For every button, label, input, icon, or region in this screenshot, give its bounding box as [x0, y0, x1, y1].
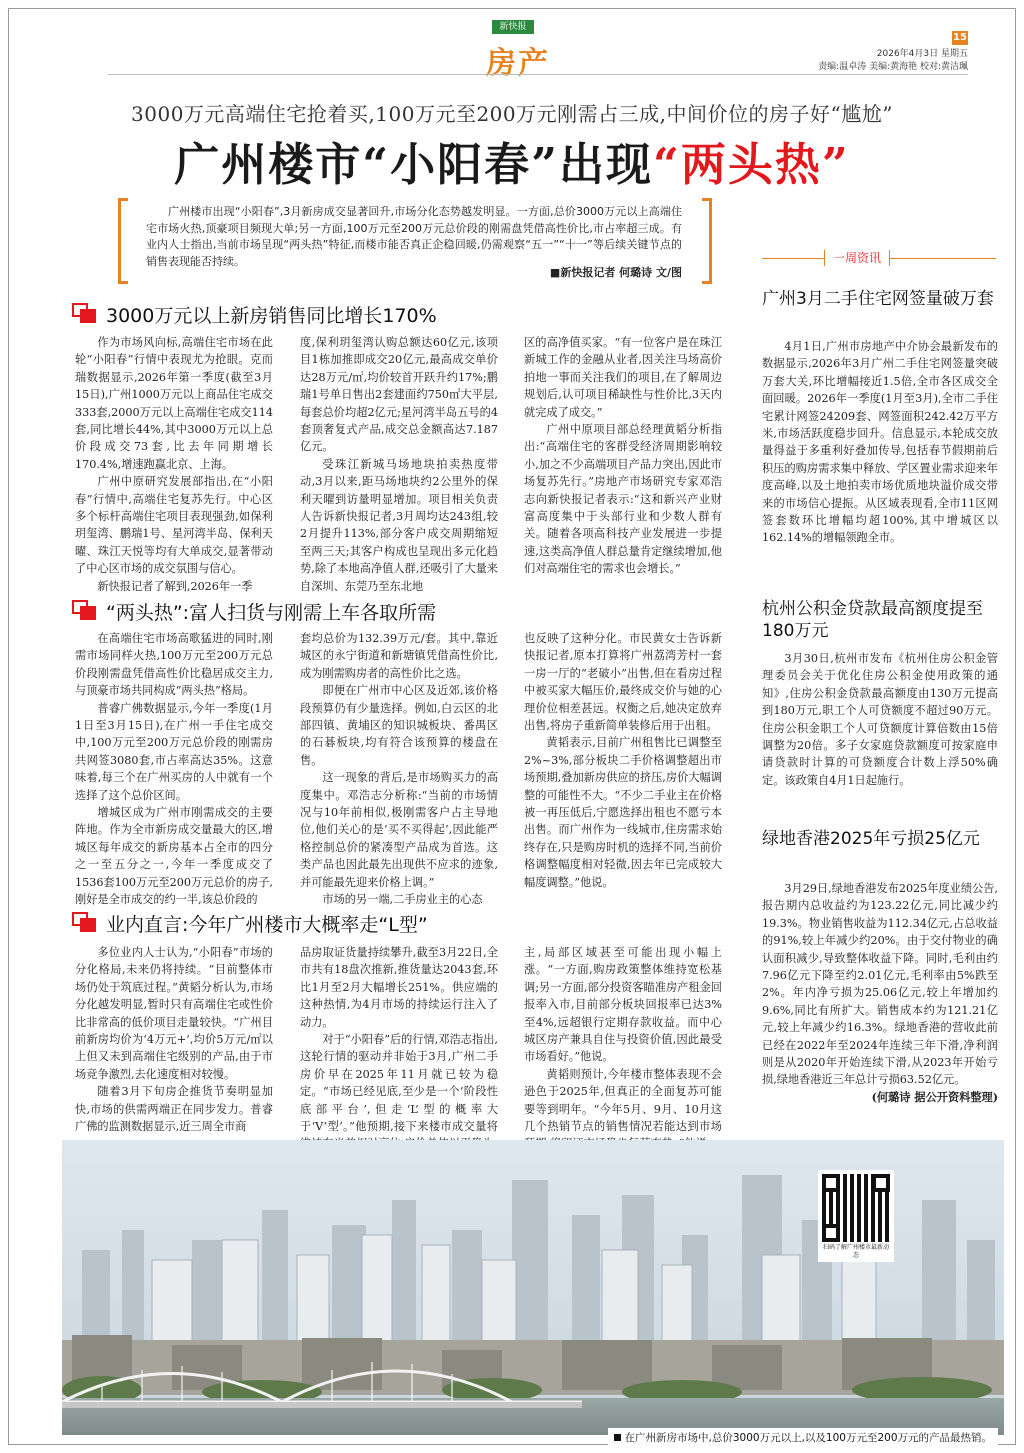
page-number: 15 — [953, 32, 967, 43]
sidebar-label — [762, 250, 996, 266]
sidebar-credit: (何璐诗 据公开资料整理) — [871, 1089, 998, 1104]
lead-bracket-right — [702, 198, 712, 284]
paragraph: 3月30日,杭州市发布《杭州住房公积金管理委员会关于优化住房公积金使用政策的通知》,住房公积金贷款最高额度由130万元提高到180万元,职工个人可贷额度不超过90万元。住房公积金职工个人可贷额度计算倍数由15倍调整为20倍。多子女家庭贷款额度可按家庭申请贷款时计算的可贷额度合计数上浮50%确定。该政策自4月1日起施行。 — [762, 652, 998, 787]
sidebar-item-1-title: 广州3月二手住宅网签量破万套 — [762, 289, 994, 309]
article-headline — [0, 128, 1024, 193]
sidebar-item-1-body — [762, 338, 998, 584]
paragraph: 在高端住宅市场高歌猛进的同时,刚需市场同样火热,100万元至200万元总价段刚需盘凭借高性价比稳居成交主力,与顶豪市场共同构成“两头热”格局。 — [75, 632, 273, 698]
section-heading-1 — [72, 301, 437, 327]
sidebar-item-2-body — [762, 650, 998, 814]
section-2-column-3 — [524, 630, 722, 894]
paragraph: 增城区成为广州市刚需成交的主要阵地。作为全市新房成交量最大的区,增城区每年成交的新房基本占全市的四分之一至五分之一,今年一季度成交了1536套100万元至200万元总价的房子,刚好是全市成交的约一半,该总价段的 — [75, 806, 273, 907]
section-3-column-2 — [300, 944, 498, 1140]
issue-date: 2026年4月3日 星期五 — [876, 49, 968, 59]
paragraph: 广州中原研究发展部指出,在“小阳春”行情中,高端住宅复苏先行。中心区多个标杆高端住宅项目表现强劲,如保利玥玺湾、鹏瑞1号、星河湾半岛、保利天曜、珠江天悦等均有大单成交,显著带动了中心区市场的成交氛围与信心。 — [75, 475, 273, 576]
paragraph: 也反映了这种分化。市民黄女士告诉新快报记者,原本打算将广州荔湾芳村一套一房一厅的“老破小”出售,但在看房过程中被买家大幅压价,最终成交价与她的心理价位相差甚远。权衡之后,她决定放弃出售,将房子重新简单装修后用于出租。 — [524, 632, 722, 733]
byline: ■新快报记者 何璐诗 文/图 — [549, 266, 682, 279]
paragraph: 即便在广州市中心区及近郊,该价格段预算仍有少量选择。例如,白云区的北部四镇、黄埔区的知识城板块、番禺区的石碁板块,均有符合该预算的楼盘在售。 — [300, 684, 498, 767]
paragraph: 受珠江新城马场地块拍卖热度带动,3月以来,距马场地块约2公里外的保利天曜到访量明显增加。项目相关负责人告诉新快报记者,3月周均达243组,较2月提升113%,部分客户成交周期缩短至两三天;其客户构成也呈现出多元化趋势,除了本地高净值人群,还吸引了大量来自深圳、东莞乃至东北地 — [300, 457, 498, 593]
paragraph: 新快报记者了解到,2026年一季 — [97, 579, 253, 593]
sidebar-label-text: 一周资讯 — [824, 250, 890, 266]
section-title-2: “两头热”:富人扫货与刚需上车各取所需 — [106, 601, 437, 624]
paragraph: 对于“小阳春”后的行情,邓浩志指出,这轮行情的驱动并非始于3月,广州二手房价早在2025年11月就已较为稳定。“市场已经见底,至少是一个‘阶段性底部平台’,但走‘L’型的概率大于‘V’型’。”他预期,接下来楼市成交量将 — [300, 1033, 498, 1134]
section-marker-icon — [72, 912, 98, 934]
paragraph: 品房取证货量持续攀升,截至3月22日,全市共有18盘次推新,推货量达2043套,环比1月至2月大幅增长251%。供应端的这种热情,为4月市场的持续运行注入了动力。 — [300, 946, 498, 1029]
sidebar-item-3-body — [762, 880, 998, 1142]
lead-text: 广州楼市出现“小阳春”,3月新房成交显著回升,市场分化态势越发明显。一方面,总价3000万元以上高端住宅市场火热,顶豪项目频现大单;另一方面,100万元至200万元总价段的刚需盘凭借高性价比,市占率超三成。有业内人士指出,当前市场呈现“两头热”特征,而楼市能否真正企稳回暖,仍需观察“五一”“十一”等后续关键节点的销售表现能否持续。 — [146, 205, 682, 268]
section-2-column-2 — [300, 630, 498, 907]
paragraph: 黄韬表示,目前广州租售比已调整至2%~3%,部分板块二手价格调整超出市场预期,叠加新房供应的挤压,房价大幅调整的可能性不大。“不少二手业主在价格被一再压低后,宁愿选择出租也不愿亏本出售。而广州作为一线城市,住房需求始终存在,只是购房时机的选择不同,当前价格调整幅度相对轻微,因去年已完成较大幅度调整。”他说。 — [524, 736, 722, 889]
headline-part-1: 广州楼市“小阳春”出现 — [174, 138, 653, 191]
paragraph: 市场的另一端,二手房业主的心态 — [322, 893, 483, 907]
paragraph: 作为市场风向标,高端住宅市场在此轮“小阳春”行情中表现尤为抢眼。克而瑞数据显示,2026年第一季度(截至3月15日),广州1000万元以上商品住宅成交333套,2000万元以上高端住宅成交114套,同比增长44%,其中3000万元以上总价段成交73套,比去年同期增长170.4%,增速跑赢北京、上海。 — [75, 336, 273, 471]
paragraph: 主,局部区域甚至可能出现小幅上涨。“一方面,购房政策整体维持宽松基调;另一方面,部分投资客瞄准房产租金回报率入市,目前部分板块回报率已达3%至4%,远超银行定期存款收益。而中心城区房产兼具自住与投资价值,因此最受市场看好。”他说。 — [524, 946, 722, 1064]
paragraph: 4月1日,广州市房地产中介协会最新发布的数据显示,2026年3月广州二手住宅网签量突破万套大关,环比增幅接近1.5倍,全市各区成交全面回暖。2026年一季度(1月至3月),全市二手住宅累计网签24209套、网签面积242.42万平方米,市场活跃度稳步回升。信息显示,本轮成交放量得益于多重利好叠加传导,包括春节假期前后积压的购房需求集中释放、学区置业需求迎来年度高峰,以及土地拍卖市场优质地块溢价成交带来的市场信心提振。从区域表现看,全市11区网签套数环比增幅均超100%,其中增城区以162.14%的增幅领跑全市。 — [762, 340, 998, 545]
paragraph: 区的高净值买家。“有一位客户是在珠江新城工作的金融从业者,因关注马场高价拍地一事而关注我们的项目,在了解周边规划后,认可项目稀缺性与性价比,3天内就完成了成交。” — [524, 336, 722, 419]
qr-code-pattern — [822, 1174, 890, 1242]
paragraph: 黄韬则预计,今年楼市整体表现不会逊色于2025年,但真正的全面复苏可能要等到明年。“今年5月、9月、10月这几个热销节点的销售情况若能达到市场 — [524, 1067, 722, 1134]
section-title: 房产 — [486, 46, 550, 81]
section-1-column-2 — [300, 334, 498, 593]
section-heading-2 — [72, 598, 436, 624]
article-subhead: 3000万元高端住宅抢着买,100万元至200万元刚需占三成,中间价位的房子好“尴尬” — [131, 102, 893, 126]
section-1-column-1 — [75, 334, 273, 593]
qr-code[interactable] — [818, 1170, 894, 1262]
section-2-column-1 — [75, 630, 273, 907]
paragraph: 这一现象的背后,是市场购买力的高度集中。邓浩志分析称:“当前的市场情况与10年前相似,极刚需客户占主导地位,他们关心的是‘买不买得起’,因此能严格控制总价的紧凑型产品成为首选。这类产品也因此最先出现供不应求的迹象,并可能最先迎来价格上调。” — [300, 771, 498, 889]
section-heading-3 — [72, 910, 428, 936]
paragraph: 套均总价为132.39万元/套。其中,靠近城区的永宁街道和新塘镇凭借高性价比,成为刚需购房者的高性价比之选。 — [300, 632, 498, 680]
paragraph: 广州中原项目部总经理黄韬分析指出:“高端住宅的客群受经济周期影响较小,加之不少高端项目产品力突出,因此市场复苏先行。”房地产市场研究专家邓浩志向新快报记者表示:“这和新兴产业财富高度集中于头部行业和少数人群有关。随着各项高科技产业发展进一步提速,这类高净值人群总量肯定继续增加,他们对高端住宅的需求也会增长。” — [524, 423, 722, 576]
article-lead — [118, 198, 712, 284]
section-marker-icon — [72, 303, 98, 325]
headline-part-2: “两头热” — [653, 138, 850, 191]
lead-bracket-left — [118, 198, 128, 284]
section-3-column-1 — [75, 944, 273, 1140]
qr-caption: 扫码了解广州楼市最新动态 — [822, 1244, 889, 1259]
paragraph: 随着3月下旬房企推货节奏明显加快,市场的供需两端正在同步发力。普睿广佛的监测数据显示,近三周全市商 — [75, 1085, 273, 1134]
section-marker-icon — [72, 600, 98, 622]
sidebar-item-2-title: 杭州公积金贷款最高额度提至180万元 — [762, 599, 983, 641]
paragraph: 多位业内人士认为,“小阳春”市场的分化格局,未来仍将持续。“目前整体市场仍处于筑底过程。”黄韬分析认为,市场分化越发明显,暂时只有高端住宅或性价比非常高的低价项目走量较快。“广州目前新房均价为‘4万元+’,均价5万元/㎡以上但又未到高端住宅级别的产品,由于市场竞争激烈,去化速度相对较慢。 — [75, 946, 273, 1081]
paragraph: 普睿广佛数据显示,今年一季度(1月1日至3月15日),在广州一手住宅成交中,100万元至200万元总价段的刚需房共网签3080套,市占率高达35%。这意味着,每三个在广州买房的人中就有一个选择了这个总价区间。 — [75, 701, 273, 802]
paragraph: 3月29日,绿地香港发布2025年度业绩公告,报告期内总收益约为123.22亿元,同比减少约19.3%。物业销售收益为112.34亿元,占总收益的91%,较上年减少约20%。由于交付物业的确认面积减少,导致整体收益下降。同时,毛利由约7.96亿元下降至约2.01亿元,毛利率由5%跌至2%。年内净亏损为25.06亿元,较上年增加约9.6%,同比有所扩大。销售成本约为121.21亿元,较上年减少约16.3%。绿地香港的营收此前已经在2022年至2024年连续三年下滑,净利润则是从2020年开始连续下滑,从2023年开始亏损,绿地香港近三年总计亏损63.52亿元。 — [762, 882, 998, 1087]
section-title-1: 3000万元以上新房销售同比增长170% — [106, 304, 437, 327]
paragraph: 度,保利玥玺湾认购总额达60亿元,该项目1栋加推即成交20亿元,最高成交单价达28万元/㎡,均价较首开跃升约17%;鹏瑞1号单日售出2套建面约750㎡大平层,每套总价均超2亿元;星河湾半岛五号的4套顶奢复式产品,成交总金额高达7.187亿元。 — [300, 336, 498, 454]
header-divider — [108, 74, 968, 75]
section-title-3: 业内直言:今年广州楼市大概率走“L型” — [106, 913, 428, 936]
section-1-column-3 — [524, 334, 722, 582]
editors-credit: 责编:温卓涛 美编:黄海艳 校对:黄洁珮 — [818, 62, 968, 72]
photo-caption: 在广州新房市场中,总价3000万元以上,以及100万元至200万元的产品最热销。 — [608, 1428, 998, 1447]
section-3-column-3 — [524, 944, 722, 1140]
brand-tag: 新快报 — [492, 20, 534, 34]
sidebar-item-3-title: 绿地香港2025年亏损25亿元 — [762, 829, 980, 849]
